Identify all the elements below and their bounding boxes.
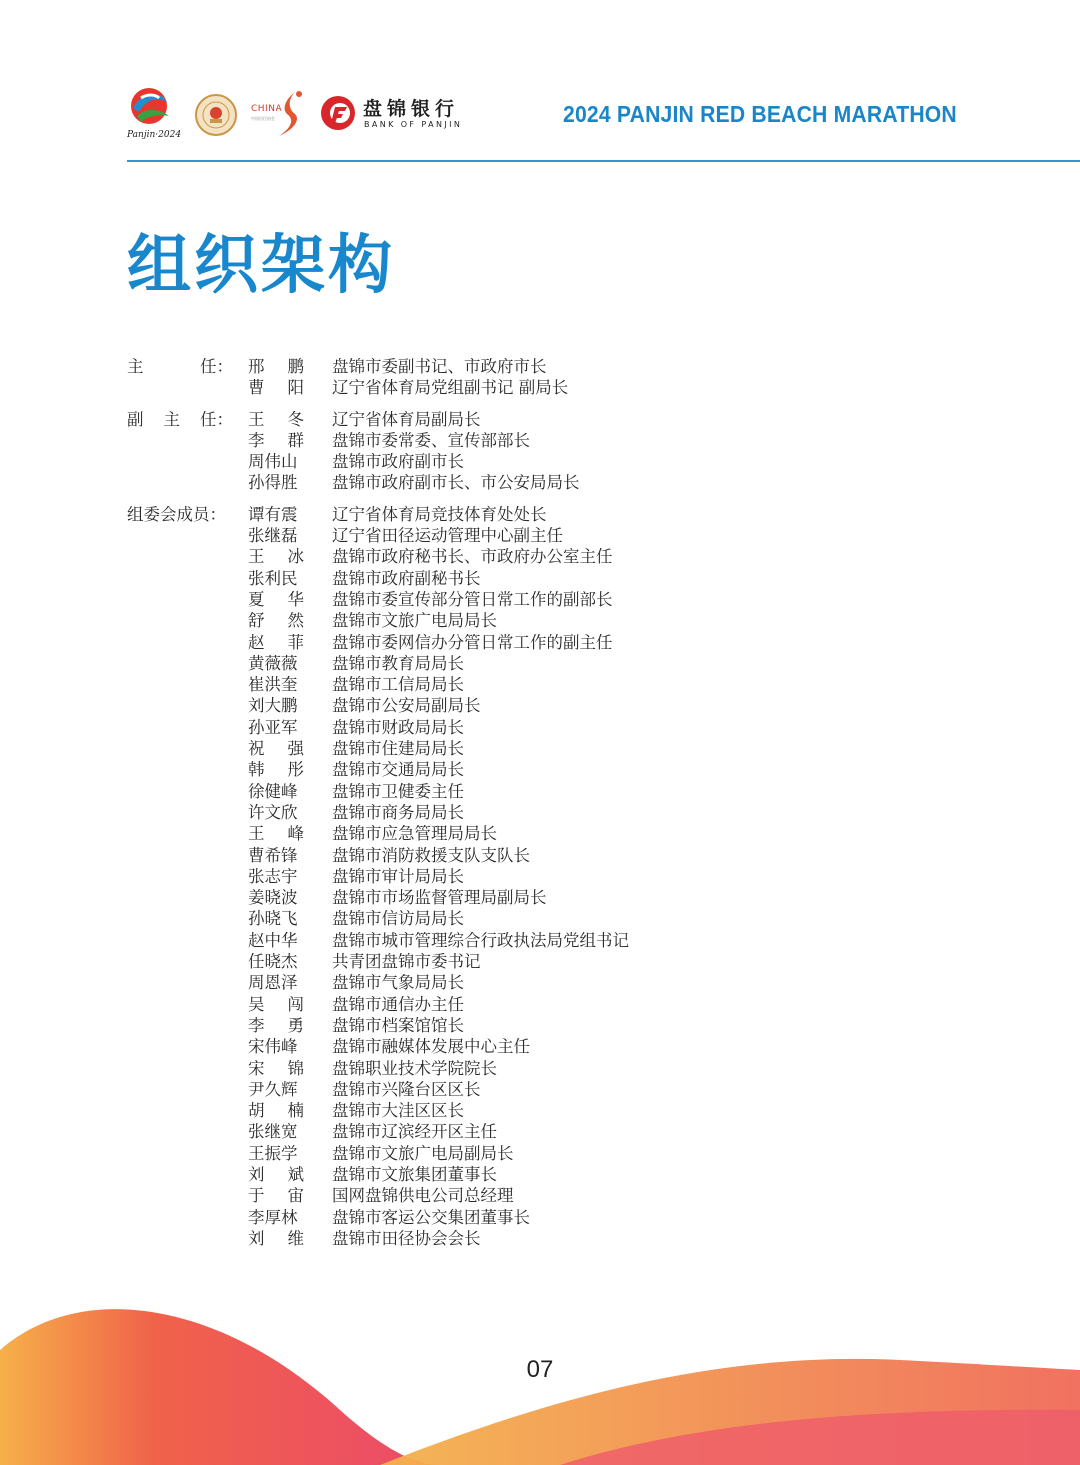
roster-row: [127, 845, 827, 866]
role-label: [127, 504, 235, 525]
member-title: 盘锦市政府副市长: [332, 452, 464, 472]
member-title: 辽宁省田径运动管理中心副主任: [332, 526, 563, 546]
member-name: 刘大鹏: [248, 696, 298, 716]
member-title: 盘锦市公安局副局长: [332, 696, 481, 716]
roster-row: [127, 823, 827, 844]
roster-row: [127, 908, 827, 929]
roster-row: [127, 653, 827, 674]
roster-row: [127, 504, 827, 525]
member-name: 孙得胜: [248, 473, 298, 493]
roster-row: [127, 1143, 827, 1164]
member-title: 盘锦市政府副秘书长: [332, 568, 481, 588]
member-name: 孙晓飞: [248, 909, 298, 929]
member-title: 盘锦市审计局局长: [332, 866, 464, 886]
roster-group: [127, 356, 827, 399]
member-title: 盘锦市住建局局长: [332, 739, 464, 759]
member-name: 王峰: [248, 824, 304, 844]
member-title: 盘锦市文旅广电局局长: [332, 611, 497, 631]
member-title: 盘锦市大洼区区长: [332, 1101, 464, 1121]
role-label-part: 任：: [200, 357, 233, 376]
member-title: 盘锦市委副书记、市政府市长: [332, 357, 547, 376]
member-title: 共青团盘锦市委书记: [332, 952, 481, 972]
roster-row: [127, 738, 827, 759]
member-name: 孙亚军: [248, 717, 298, 737]
member-title: 辽宁省体育局党组副书记 副局长: [332, 378, 569, 398]
seal-icon: [195, 94, 237, 136]
roster-row: [127, 1015, 827, 1036]
member-name: 徐健峰: [248, 781, 298, 801]
roster-row: [127, 972, 827, 993]
roster-row: [127, 377, 827, 398]
member-title: 盘锦市信访局局长: [332, 909, 464, 929]
roster-row: [127, 930, 827, 951]
member-name: 姜晓波: [248, 888, 298, 908]
header-divider: [127, 160, 1080, 162]
page-title: 组织架构: [127, 229, 395, 303]
role-label-part: 任：: [200, 409, 233, 429]
member-title: 盘锦市通信办主任: [332, 994, 464, 1014]
member-name: 刘斌: [248, 1164, 304, 1184]
member-name: 于宙: [248, 1186, 304, 1206]
roster-row: [127, 1058, 827, 1079]
member-name: 李勇: [248, 1015, 304, 1035]
roster-row: [127, 1036, 827, 1057]
roster-row: [127, 1164, 827, 1185]
role-label: [127, 356, 235, 377]
role-label: [127, 409, 235, 430]
member-title: 盘锦市财政局局长: [332, 717, 464, 737]
china-logo-text: CHINA: [251, 104, 283, 114]
member-name: 曹阳: [248, 378, 304, 398]
roster-row: [127, 409, 827, 430]
roster-row: [127, 632, 827, 653]
member-name: 许文欣: [248, 802, 298, 822]
roster-row: [127, 802, 827, 823]
member-name: 王冰: [248, 547, 304, 567]
roster-row: [127, 1228, 827, 1249]
roster-row: [127, 1121, 827, 1142]
roster-row: [127, 610, 827, 631]
roster-row: [127, 887, 827, 908]
member-title: 盘锦市交通局局长: [332, 760, 464, 780]
member-title: 辽宁省体育局副局长: [332, 409, 481, 429]
role-label-part: 副: [127, 409, 144, 429]
member-title: 盘锦市兴隆台区区长: [332, 1079, 481, 1099]
member-name: 周伟山: [248, 452, 298, 472]
panjin-marathon-logo: [127, 86, 183, 142]
china-athletics-logo: [249, 88, 307, 140]
roster-row: [127, 430, 827, 451]
member-name: 王冬: [248, 409, 304, 429]
member-name: 王振学: [248, 1143, 298, 1163]
member-name: 邢鹏: [248, 357, 304, 376]
member-name: 胡楠: [248, 1101, 304, 1121]
role-label-part: 主: [163, 409, 180, 429]
roster-row: [127, 759, 827, 780]
page-number: 07: [526, 1356, 554, 1383]
member-title: 盘锦市应急管理局局长: [332, 824, 497, 844]
member-name: 吴闯: [248, 994, 304, 1014]
member-title: 国网盘锦供电公司总经理: [332, 1186, 514, 1206]
member-title: 盘锦市城市管理综合行政执法局党组书记: [332, 930, 629, 950]
member-title: 盘锦市文旅集团董事长: [332, 1164, 497, 1184]
member-name: 谭有震: [248, 504, 298, 524]
member-name: 周恩泽: [248, 973, 298, 993]
member-title: 盘锦市委常委、宣传部部长: [332, 430, 530, 450]
member-name: 李厚林: [248, 1207, 298, 1227]
member-name: 尹久辉: [248, 1079, 298, 1099]
member-title: 盘锦市文旅广电局副局长: [332, 1143, 514, 1163]
roster-group: [127, 504, 827, 1249]
roster-group: [127, 409, 827, 494]
member-name: 刘维: [248, 1228, 304, 1248]
member-name: 祝强: [248, 739, 304, 759]
member-title: 盘锦市市场监督管理局副局长: [332, 888, 547, 908]
member-name: 赵中华: [248, 930, 298, 950]
athletics-association-seal: [195, 94, 237, 136]
member-title: 盘锦市政府秘书长、市政府办公室主任: [332, 547, 613, 567]
roster-row: [127, 1079, 827, 1100]
member-title: 辽宁省体育局竞技体育处处长: [332, 504, 547, 524]
roster-row: [127, 717, 827, 738]
member-name: 李群: [248, 430, 304, 450]
member-name: 宋伟峰: [248, 1037, 298, 1057]
role-label-part: 主: [127, 357, 144, 376]
member-title: 盘锦职业技术学院院长: [332, 1058, 497, 1078]
member-name: 张继磊: [248, 526, 298, 546]
china-logo-subtext: 中国田径协会: [251, 116, 275, 121]
panjin-logo-caption: Panjin·2024: [127, 130, 182, 140]
member-title: 盘锦市卫健委主任: [332, 781, 464, 801]
roster-row: [127, 674, 827, 695]
member-title: 盘锦市商务局局长: [332, 802, 464, 822]
member-title: 盘锦市政府副市长、市公安局局长: [332, 473, 580, 493]
member-title: 盘锦市委网信办分管日常工作的副主任: [332, 632, 613, 652]
bank-emblem-icon: [319, 94, 357, 132]
runner-swoosh-icon: [249, 88, 307, 140]
member-name: 曹希锋: [248, 845, 298, 865]
bank-name-english: BANK OF PANJIN: [364, 120, 463, 129]
roster-row: [127, 866, 827, 887]
member-name: 张利民: [248, 568, 298, 588]
member-name: 赵菲: [248, 632, 304, 652]
member-name: 张志宇: [248, 866, 298, 886]
member-title: 盘锦市气象局局长: [332, 973, 464, 993]
member-name: 夏华: [248, 589, 304, 609]
roster-row: [127, 1185, 827, 1206]
member-name: 韩彤: [248, 760, 304, 780]
bank-name: 盘锦银行: [363, 98, 460, 120]
roster-row: [127, 568, 827, 589]
member-name: 张继宽: [248, 1122, 298, 1142]
member-title: 盘锦市融媒体发展中心主任: [332, 1037, 530, 1057]
roster-row: [127, 781, 827, 802]
member-title: 盘锦市辽滨经开区主任: [332, 1122, 497, 1142]
roster-row: [127, 695, 827, 716]
panjin-emblem-icon: [127, 86, 183, 130]
member-name: 任晓杰: [248, 952, 298, 972]
roster-row: [127, 356, 827, 377]
member-title: 盘锦市田径协会会长: [332, 1228, 481, 1248]
role-label-part: 组委会成员：: [127, 504, 226, 524]
marathon-title: 2024 PANJIN RED BEACH MARATHON: [563, 101, 957, 127]
member-title: 盘锦市委宣传部分管日常工作的副部长: [332, 589, 613, 609]
roster-row: [127, 472, 827, 493]
roster-row: [127, 546, 827, 567]
member-title: 盘锦市工信局局长: [332, 675, 464, 695]
roster-row: [127, 951, 827, 972]
organization-roster: [127, 356, 827, 1259]
member-title: 盘锦市教育局局长: [332, 653, 464, 673]
member-name: 宋锦: [248, 1058, 304, 1078]
member-title: 盘锦市客运公交集团董事长: [332, 1207, 530, 1227]
member-name: 黄薇薇: [248, 653, 298, 673]
member-name: 舒然: [248, 611, 304, 631]
member-title: 盘锦市消防救援支队支队长: [332, 845, 530, 865]
roster-row: [127, 525, 827, 546]
roster-row: [127, 1207, 827, 1228]
bank-of-panjin-logo: [319, 94, 469, 136]
roster-row: [127, 451, 827, 472]
roster-row: [127, 589, 827, 610]
member-name: 崔洪奎: [248, 675, 298, 695]
roster-row: [127, 994, 827, 1015]
member-title: 盘锦市档案馆馆长: [332, 1015, 464, 1035]
roster-row: [127, 1100, 827, 1121]
